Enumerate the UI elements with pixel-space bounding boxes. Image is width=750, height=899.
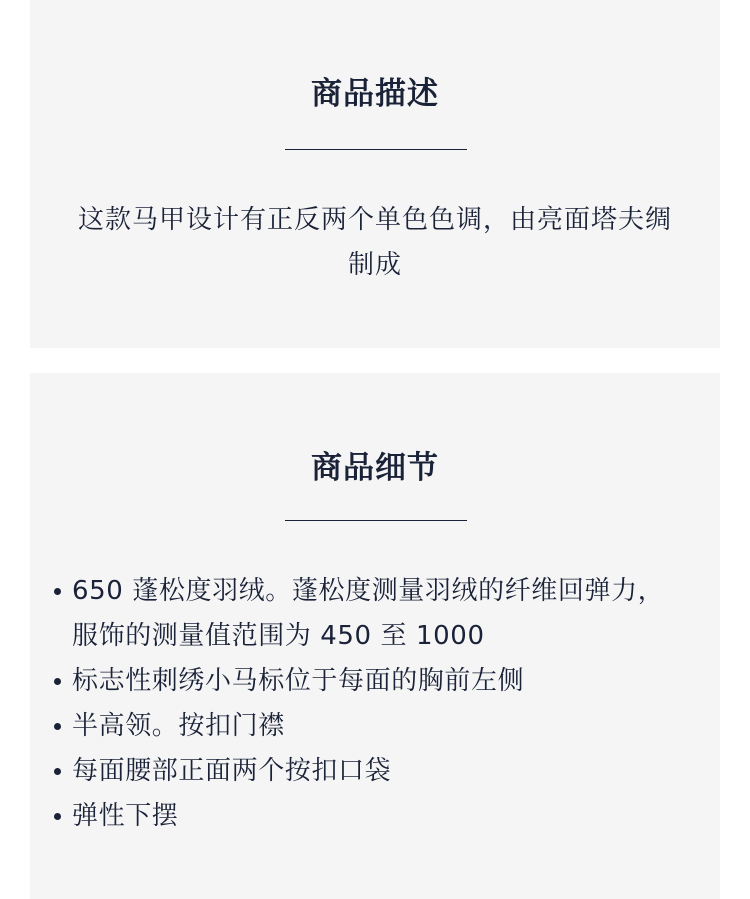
list-item-text: 标志性刺绣小马标位于每面的胸前左侧 [72, 666, 525, 696]
title-divider [285, 520, 467, 521]
bullet-icon [54, 678, 61, 685]
product-description-card [30, 0, 720, 348]
list-item-text: 每面腰部正面两个按扣口袋 [72, 756, 392, 786]
list-item [72, 749, 672, 794]
bullet-icon [54, 768, 61, 775]
bullet-icon [54, 588, 61, 595]
section-title: 商品细节 [311, 450, 439, 486]
bullet-icon [54, 723, 61, 730]
bullet-icon [54, 813, 61, 820]
list-item-text: 650 蓬松度羽绒。蓬松度测量羽绒的纤维回弹力，服饰的测量值范围为 450 至 1000 [72, 576, 665, 651]
list-item [72, 659, 672, 704]
list-item [72, 569, 672, 659]
list-item [72, 704, 672, 749]
section-title: 商品描述 [311, 76, 439, 112]
details-list [72, 569, 672, 839]
list-item-text: 半高领。按扣门襟 [72, 711, 285, 741]
list-item-text: 弹性下摆 [72, 801, 179, 831]
list-item [72, 794, 672, 839]
description-text: 这款马甲设计有正反两个单色色调，由亮面塔夫绸制成 [77, 205, 672, 280]
title-divider [285, 149, 467, 150]
product-details-card [30, 373, 720, 899]
